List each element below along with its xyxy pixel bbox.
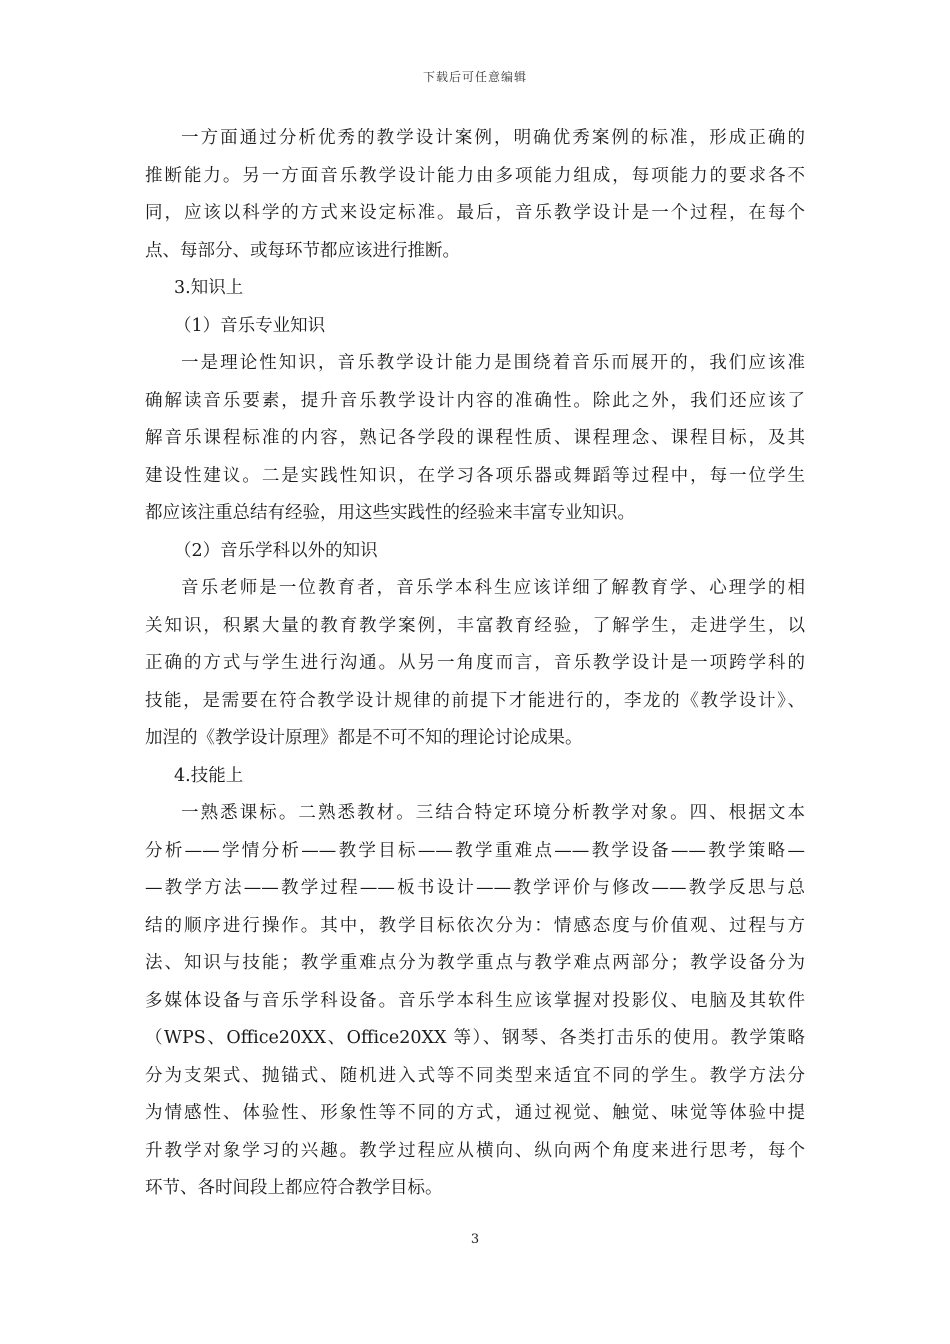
paragraph-line: —教学方法——教学过程——板书设计——教学评价与修改——教学反思与总: [145, 878, 805, 898]
paragraph-line: （WPS、Office20XX、Office20XX 等）、钢琴、各类打击乐的使用。教学策略: [145, 1028, 805, 1048]
paragraph-line: 技能，是需要在符合教学设计规律的前提下才能进行的，李龙的《教学设计》、: [145, 690, 805, 711]
body-text: [145, 120, 805, 1208]
paragraph-line: 加涅的《教学设计原理》都是不可不知的理论讨论成果。: [145, 728, 583, 748]
paragraph-line: 一熟悉课标。二熟悉教材。三结合特定环境分析教学对象。四、根据文本: [181, 803, 805, 823]
paragraph-line: 结的顺序进行操作。其中，教学目标依次分为：情感态度与价值观、过程与方: [145, 915, 805, 936]
paragraph-line: 点、每部分、或每环节都应该进行推断。: [145, 240, 460, 261]
paragraph-line: 为情感性、体验性、形象性等不同的方式，通过视觉、触觉、味觉等体验中提: [145, 1103, 805, 1123]
paragraph-line: 一方面通过分析优秀的教学设计案例，明确优秀案例的标准，形成正确的: [181, 128, 805, 148]
paragraph-line: 建设性建议。二是实践性知识，在学习各项乐器或舞蹈等过程中，每一位学生: [145, 465, 805, 486]
paragraph-line: 都应该注重总结有经验，用这些实践性的经验来丰富专业知识。: [145, 503, 635, 523]
paragraph-line: 法、知识与技能；教学重难点分为教学重点与教学难点两部分；教学设备分为: [145, 953, 805, 973]
paragraph-line: 推断能力。另一方面音乐教学设计能力由多项能力组成，每项能力的要求各不: [145, 165, 805, 186]
paragraph-line: 分析——学情分析——教学目标——教学重难点——教学设备——教学策略—: [145, 840, 805, 861]
paragraph-line: 一是理论性知识，音乐教学设计能力是围绕着音乐而展开的，我们应该准: [181, 353, 805, 373]
section-heading: 3.知识上: [174, 278, 244, 298]
paragraph-line: 关知识，积累大量的教育教学案例，丰富教育经验，了解学生，走进学生，以: [145, 615, 805, 636]
subsection-heading: （1）音乐专业知识: [174, 315, 326, 336]
subsection-heading: （2）音乐学科以外的知识: [174, 540, 378, 561]
paragraph-line: 多媒体设备与音乐学科设备。音乐学本科生应该掌握对投影仪、电脑及其软件: [145, 990, 805, 1011]
section-heading: 4.技能上: [174, 765, 244, 786]
paragraph-line: 同，应该以科学的方式来设定标准。最后，音乐教学设计是一个过程，在每个: [145, 203, 805, 223]
paragraph-line: 确解读音乐要素，提升音乐教学设计内容的准确性。除此之外，我们还应该了: [145, 390, 805, 411]
paragraph-line: 音乐老师是一位教育者，音乐学本科生应该详细了解教育学、心理学的相: [181, 578, 805, 598]
page-header: 下载后可任意编辑: [422, 70, 527, 84]
paragraph-line: 正确的方式与学生进行沟通。从另一角度而言，音乐教学设计是一项跨学科的: [145, 653, 805, 673]
paragraph-line: 环节、各时间段上都应符合教学目标。: [145, 1178, 443, 1198]
paragraph-line: 解音乐课程标准的内容，熟记各学段的课程性质、课程理念、课程目标，及其: [145, 428, 805, 448]
page-number: 3: [470, 1232, 480, 1247]
paragraph-line: 升教学对象学习的兴趣。教学过程应从横向、纵向两个角度来进行思考，每个: [145, 1140, 805, 1161]
paragraph-line: 分为支架式、抛锚式、随机进入式等不同类型来适宜不同的学生。教学方法分: [145, 1065, 805, 1086]
